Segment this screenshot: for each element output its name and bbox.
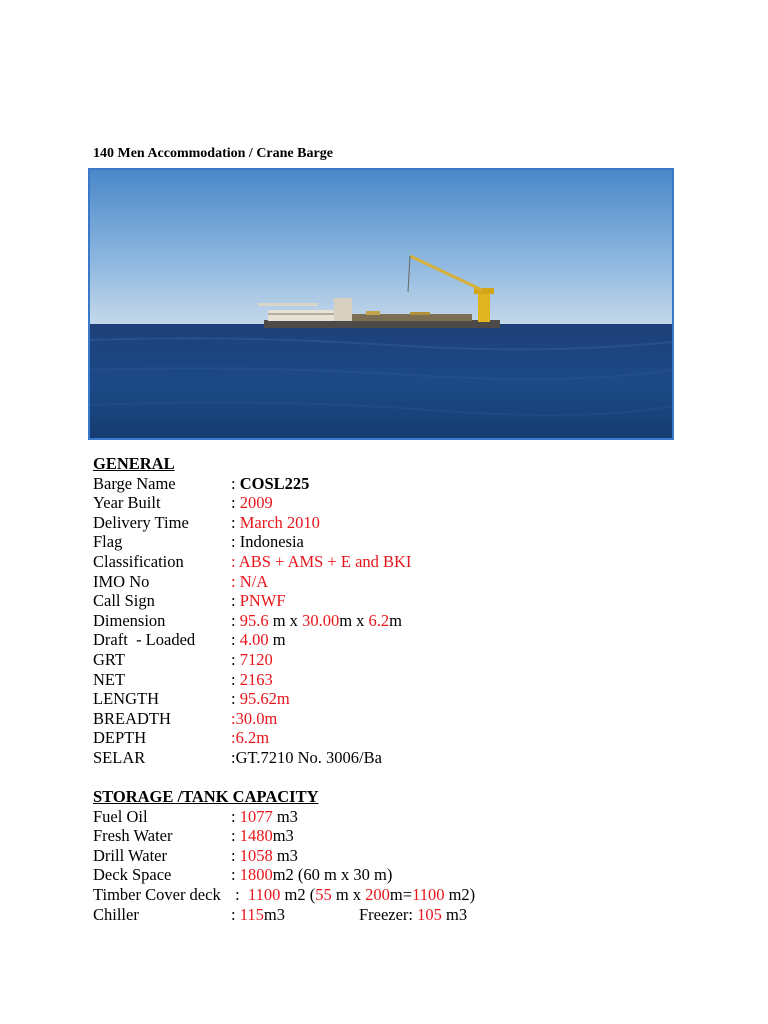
colon: : — [231, 512, 240, 532]
storage-label: Chiller — [93, 904, 139, 924]
dimension-length: 95.6 — [239, 610, 269, 630]
spec-label: DEPTH — [93, 728, 147, 748]
colon: : — [231, 473, 240, 493]
spec-row-breadth — [93, 708, 278, 729]
spec-label: Barge Name — [93, 473, 176, 493]
spec-label: Flag — [93, 532, 123, 552]
spec-label: Classification — [93, 551, 184, 571]
colon: : — [231, 826, 240, 846]
storage-row-drill-water — [93, 846, 319, 866]
barge-photo — [88, 168, 674, 440]
spec-value: :30.0m — [231, 708, 278, 728]
spec-label: LENGTH — [93, 689, 159, 709]
dimension-sep: m x — [339, 610, 369, 630]
spec-row-imo-no — [93, 571, 269, 592]
dimension-sep: m x — [268, 610, 303, 630]
colon: : — [231, 649, 240, 669]
spec-row-dimension — [93, 610, 402, 631]
spec-unit: m — [268, 630, 286, 650]
colon: : — [231, 806, 240, 826]
general-section — [93, 454, 412, 768]
spec-row-call-sign — [93, 591, 286, 611]
colon: : — [231, 904, 240, 924]
colon: : — [231, 669, 240, 689]
spec-value: PNWF — [239, 591, 286, 611]
storage-unit: m3 — [272, 826, 294, 846]
colon: : — [231, 689, 240, 709]
dimension-unit: m — [389, 610, 402, 630]
spec-row-selar — [93, 747, 382, 768]
spec-row-year-built — [93, 493, 273, 513]
spec-row-barge-name — [93, 473, 310, 494]
spec-value: March 2010 — [239, 512, 320, 532]
timber-width: 55 — [315, 884, 332, 904]
spec-value: 4.00 — [239, 630, 269, 650]
spec-label: SELAR — [93, 747, 146, 767]
general-heading: GENERAL — [93, 454, 175, 473]
spec-value: 7120 — [239, 649, 273, 669]
spec-row-net — [93, 669, 273, 690]
spec-value: 2163 — [239, 669, 273, 689]
chiller-unit: m3 — [263, 904, 285, 924]
spec-row-delivery-time — [93, 512, 320, 533]
colon: : — [231, 865, 240, 885]
spec-label: Year Built — [93, 493, 161, 513]
storage-row-fuel-oil — [93, 807, 319, 827]
spec-row-length — [93, 689, 290, 709]
colon: : — [231, 845, 240, 865]
spec-row-draft — [93, 630, 286, 650]
spec-label: NET — [93, 669, 126, 689]
spec-row-depth — [93, 728, 270, 748]
storage-value: 1058 — [239, 845, 273, 865]
storage-label: Drill Water — [93, 845, 167, 865]
colon: : — [231, 591, 240, 611]
storage-unit: m3 — [272, 845, 298, 865]
timber-area: 1100 — [247, 884, 281, 904]
spec-row-classification — [93, 551, 412, 572]
spec-value: : Indonesia — [231, 532, 304, 552]
spec-label: BREADTH — [93, 708, 171, 728]
freezer-label: Freezer: — [358, 904, 418, 924]
spec-label: Dimension — [93, 610, 166, 630]
spec-value: 2009 — [239, 493, 273, 513]
barge-name-value: COSL225 — [239, 473, 310, 493]
timber-unit: m2) — [444, 884, 476, 904]
storage-value: 1077 — [239, 806, 273, 826]
colon: : — [231, 884, 248, 904]
freezer-unit: m3 — [441, 904, 468, 924]
timber-sep: m= — [389, 884, 413, 904]
storage-value: 1800 — [239, 865, 273, 885]
colon: : — [231, 630, 240, 650]
spec-label: Call Sign — [93, 591, 155, 611]
spec-row-flag — [93, 532, 304, 552]
storage-label: Deck Space — [93, 865, 172, 885]
storage-heading: STORAGE /TANK CAPACITY — [93, 787, 319, 806]
dimension-depth: 6.2 — [368, 610, 390, 630]
spec-row-grt — [93, 649, 273, 670]
timber-length: 200 — [365, 884, 390, 904]
storage-unit: m3 — [272, 806, 298, 826]
storage-label: Timber Cover deck — [93, 884, 221, 904]
freezer-value: 105 — [417, 904, 442, 924]
spec-value: :6.2m — [231, 728, 270, 748]
spec-label: Delivery Time — [93, 512, 189, 532]
storage-row-deck-space — [93, 865, 393, 885]
colon: : — [231, 493, 240, 513]
storage-row-fresh-water — [93, 826, 319, 846]
storage-row-timber-cover-deck — [93, 884, 476, 905]
timber-sep: m x — [331, 884, 366, 904]
spec-value: : N/A — [231, 571, 269, 591]
spec-label: IMO No — [93, 571, 150, 591]
storage-section — [93, 787, 476, 924]
timber-sep: m2 ( — [280, 884, 316, 904]
spec-label: GRT — [93, 649, 126, 669]
chiller-value: 115 — [239, 904, 264, 924]
spec-value: :GT.7210 No. 3006/Ba — [231, 747, 382, 767]
timber-total: 1100 — [412, 884, 445, 904]
spec-label: Draft - Loaded — [93, 630, 196, 650]
storage-row-chiller — [93, 904, 468, 925]
storage-label: Fresh Water — [93, 826, 173, 846]
spec-value: : ABS + AMS + E and BKI — [231, 551, 412, 571]
dimension-breadth: 30.00 — [302, 610, 340, 630]
document-title: 140 Men Accommodation / Crane Barge — [93, 146, 333, 161]
storage-unit: m2 (60 m x 30 m) — [272, 865, 393, 885]
colon: : — [231, 610, 240, 630]
spec-value: 95.62m — [239, 689, 290, 709]
storage-label: Fuel Oil — [93, 806, 148, 826]
storage-value: 1480 — [239, 826, 273, 846]
